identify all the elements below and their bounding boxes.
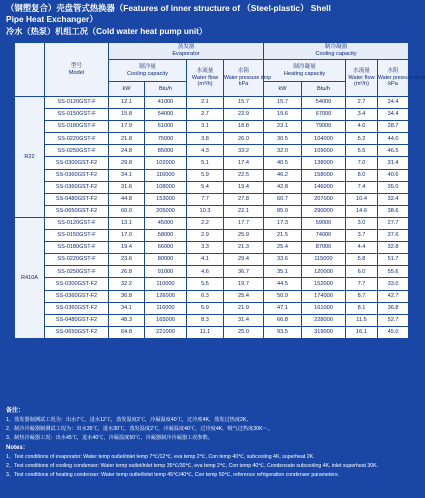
cell-e-flow: 4.1 [187,254,224,266]
notes-heading-en: Notes： [6,444,29,451]
cell-e-btu: 75000 [145,133,187,145]
cell-e-kpa: 36.7 [224,266,264,278]
cell-e-btu: 54000 [145,109,187,121]
cell-e-kpa: 17.4 [224,157,264,169]
table-row [15,109,409,121]
cell-model: SS-0120GST-F [45,97,109,109]
cell-c-kpa: 46.5 [378,145,409,157]
cell-model: SS-0360GST-F2 [45,169,109,181]
header-evap-water-flow: 水流量 Water flow (m³/h) [187,60,224,97]
cell-c-kw: 33.6 [264,254,302,266]
cell-c-btu: 115000 [302,254,346,266]
note-en-3: 3、Test conditions of heating condenser: Water temp outlet/inlet temp 45℃/40℃, Con temp 50℃, reference refrigeration condenser parameters. [6,472,340,479]
note-cn-2: 2、制冷冷凝器制测试工况为：出水35℃，进水30℃，蒸发温度2℃，冷凝温度40℃，过冷度4K，吸气过热度30K～。 [6,426,273,433]
cell-model: SS-0480GST-F2 [45,314,109,326]
cell-e-kw: 12.1 [109,97,145,109]
cell-c-btu: 146000 [302,181,346,193]
cell-e-flow: 10.3 [187,205,224,217]
cell-c-flow: 8.1 [346,302,378,314]
cell-e-kpa: 19.4 [224,181,264,193]
cell-e-kw: 13.1 [109,217,145,229]
cell-c-kw: 42.8 [264,181,302,193]
cell-e-flow: 2.9 [187,230,224,242]
cell-e-btu: 165000 [145,314,187,326]
cell-e-kw: 34.1 [109,169,145,181]
cell-e-btu: 45000 [145,217,187,229]
cell-c-flow: 3.0 [346,217,378,229]
note-cn-1: 1、蒸发器制测试工况为：出水7℃，进水12℃，蒸发温度2℃，冷凝温度40℃，过冷度4K，蒸发过热度2K。 [6,417,252,423]
cell-model: SS-0150GST-F [45,109,109,121]
cell-e-kpa: 18.8 [224,121,264,133]
cell-e-flow: 2.7 [187,109,224,121]
table-row [15,302,409,314]
cell-e-btu: 108000 [145,181,187,193]
cell-model: SS-0220GST-F [45,133,109,145]
table-row [15,157,409,169]
cell-c-kw: 15.7 [264,97,302,109]
cell-model: SS-0480GST-F2 [45,193,109,205]
cell-c-kw: 35.1 [264,266,302,278]
cell-e-kw: 60.0 [109,205,145,217]
cell-model: SS-0650GST-F2 [45,326,109,338]
cell-c-kw: 40.5 [264,157,302,169]
cell-e-kw: 19.4 [109,242,145,254]
header-condenser: 制冷凝器 Cooling capacity [264,43,409,60]
cell-c-flow: 6.0 [346,266,378,278]
cell-c-btu: 174000 [302,290,346,302]
cell-c-kpa: 34.4 [378,109,409,121]
cell-c-kpa: 32.4 [378,193,409,205]
header-model: 型号 Model [45,43,109,97]
table-row [15,242,409,254]
cell-c-btu: 67000 [302,109,346,121]
cell-e-btu: 41000 [145,97,187,109]
cell-c-kw: 25.4 [264,242,302,254]
cell-e-flow: 8.3 [187,314,224,326]
cell-e-kpa: 31.4 [224,314,264,326]
cell-c-btu: 152000 [302,278,346,290]
cell-e-btu: 116000 [145,302,187,314]
cell-e-kw: 64.8 [109,326,145,338]
cell-c-flow: 11.5 [346,314,378,326]
cell-model: SS-0650GST-F2 [45,205,109,217]
cell-e-flow: 5.5 [187,278,224,290]
cell-e-kpa: 21.3 [224,242,264,254]
cell-c-kw: 21.5 [264,230,302,242]
cell-c-kpa: 42.7 [378,290,409,302]
cell-c-kw: 23.1 [264,121,302,133]
cell-e-flow: 4.3 [187,145,224,157]
header-cond-kw: kW [264,82,302,97]
cell-c-kw: 47.1 [264,302,302,314]
table-row [15,97,409,109]
cell-e-btu: 110000 [145,278,187,290]
cell-c-flow: 8.0 [346,169,378,181]
cell-c-kw: 30.5 [264,133,302,145]
cell-e-kpa: 29.4 [224,254,264,266]
cell-c-flow: 14.6 [346,205,378,217]
cell-e-kw: 26.8 [109,266,145,278]
cell-c-kw: 50.9 [264,290,302,302]
cell-e-flow: 3.3 [187,242,224,254]
cell-c-flow: 4.0 [346,121,378,133]
cell-model: SS-0180GST-F [45,242,109,254]
cell-e-btu: 61000 [145,121,187,133]
cell-c-flow: 5.8 [346,254,378,266]
cell-c-kpa: 36.8 [378,302,409,314]
cell-model: SS-0250GST-F [45,145,109,157]
cell-c-flow: 3.4 [346,109,378,121]
subtitle: 冷水（热泵）机组工况（Cold water heat pump unit） [6,27,208,36]
cell-e-kw: 32.2 [109,278,145,290]
cell-e-kw: 17.9 [109,121,145,133]
cell-e-kpa: 22.1 [224,205,264,217]
cell-c-kpa: 44.0 [378,133,409,145]
cell-c-kpa: 31.4 [378,157,409,169]
header-cond-pressure-drop: 水阻 Water pressure drop kPa [378,60,409,97]
cell-c-flow: 2.7 [346,97,378,109]
cell-e-flow: 11.1 [187,326,224,338]
refrigerant-label: R410A [15,217,45,338]
cell-c-btu: 161000 [302,302,346,314]
cell-model: SS-0220GST-F [45,254,109,266]
table-row [15,314,409,326]
spec-table [14,42,425,339]
cell-e-flow: 2.1 [187,97,224,109]
header-blank [15,43,45,97]
note-en-2: 2、Test conditions of cooling condenser: Water temp outlet/inlet temp 35℃/30℃, eva temp 2℃, Con temp 40℃, Condensate subcooling 4K, inlet superheat 30K. [6,462,379,469]
cell-c-btu: 290000 [302,205,346,217]
cell-e-btu: 153000 [145,193,187,205]
cell-c-kpa: 28.7 [378,121,409,133]
cell-e-flow: 6.3 [187,290,224,302]
cell-c-kpa: 52.7 [378,314,409,326]
cell-c-kpa: 27.7 [378,217,409,229]
cell-e-kw: 36.8 [109,290,145,302]
header-evap-btu: Btu/h [145,82,187,97]
table-row [15,145,409,157]
cell-c-btu: 158000 [302,169,346,181]
cell-e-kw: 29.8 [109,157,145,169]
cell-c-kpa: 32.8 [378,242,409,254]
cell-c-kpa: 40.6 [378,169,409,181]
table-row [15,193,409,205]
header-evaporator: 蒸发器 Evaporator [109,43,264,60]
cell-c-btu: 104000 [302,133,346,145]
table-row [15,205,409,217]
cell-e-kw: 24.8 [109,145,145,157]
cell-model: SS-0120GST-F [45,217,109,229]
cell-model: SS-0360GST-F2 [45,290,109,302]
cell-c-kw: 17.3 [264,217,302,229]
cell-c-flow: 7.4 [346,181,378,193]
note-cn-3: 3、制热冷凝器工况：出水45℃，进水40℃，冷凝温度50℃，冷凝器制冷冷凝器工况参数。 [6,435,213,442]
cell-model: SS-0300GST-F2 [45,157,109,169]
cell-e-kw: 44.8 [109,193,145,205]
cell-e-btu: 102000 [145,157,187,169]
cell-e-kw: 21.8 [109,133,145,145]
cell-e-kpa: 17.7 [224,217,264,229]
table-row [15,217,409,229]
cell-c-btu: 74000 [302,230,346,242]
cell-e-flow: 3.1 [187,121,224,133]
cell-model: SS-0180GST-F [45,121,109,133]
header-evap-pressure-drop: 水阻 Water pressure drop kPa [224,60,264,97]
table-row [15,278,409,290]
cell-c-flow: 10.4 [346,193,378,205]
table-row [15,181,409,193]
cell-e-kpa: 26.0 [224,133,264,145]
cell-e-kpa: 25.9 [224,230,264,242]
cell-model: SS-0150GST-F [45,230,109,242]
cell-e-flow: 5.4 [187,181,224,193]
cell-c-flow: 8.7 [346,290,378,302]
header-cond-btu: Btu/h [302,82,346,97]
cell-c-flow: 16.1 [346,326,378,338]
cell-e-kpa: 25.0 [224,326,264,338]
table-row [15,266,409,278]
table-row [15,133,409,145]
cell-c-btu: 59000 [302,217,346,229]
cell-e-kw: 17.0 [109,230,145,242]
cell-c-kw: 19.6 [264,109,302,121]
cell-e-btu: 58000 [145,230,187,242]
cell-model: SS-0250GST-F [45,266,109,278]
cell-c-flow: 7.0 [346,157,378,169]
cell-c-kw: 93.5 [264,326,302,338]
cell-e-btu: 91000 [145,266,187,278]
cell-e-kw: 48.3 [109,314,145,326]
header-evap-cooling-capacity: 制冷量 Cooling capacity [109,60,187,82]
cell-e-flow: 5.1 [187,157,224,169]
cell-e-kpa: 22.9 [224,109,264,121]
cell-e-kpa: 19.7 [224,278,264,290]
cell-e-btu: 126000 [145,290,187,302]
cell-e-kpa: 22.5 [224,169,264,181]
cell-model: SS-0360GST-F2 [45,181,109,193]
cell-e-btu: 85000 [145,145,187,157]
cell-c-kpa: 51.7 [378,254,409,266]
cell-c-btu: 228000 [302,314,346,326]
notes-heading-cn: 备注： [6,408,25,414]
table-row [15,230,409,242]
cell-c-kw: 85.0 [264,205,302,217]
cell-c-kw: 32.0 [264,145,302,157]
cell-e-flow: 5.9 [187,302,224,314]
cell-c-flow: 4.4 [346,242,378,254]
title-line-1: （钢塑复合）壳盘管式热换器（Features of inner structure of （Steel-plastic） Shell [6,3,331,13]
cell-e-kpa: 21.9 [224,302,264,314]
cell-c-kpa: 55.6 [378,266,409,278]
cell-e-kw: 23.6 [109,254,145,266]
header-cond-water-flow: 水流量 Water flow (m³/h) [346,60,378,97]
cell-e-flow: 3.8 [187,133,224,145]
table-row [15,290,409,302]
cell-c-kpa: 45.0 [378,326,409,338]
table-row [15,254,409,266]
cell-c-btu: 319000 [302,326,346,338]
cell-c-kw: 44.5 [264,278,302,290]
cell-c-kpa: 35.0 [378,181,409,193]
cell-c-kpa: 24.4 [378,97,409,109]
notes-section [6,407,414,480]
cell-e-kpa: 33.2 [224,145,264,157]
cell-c-btu: 109000 [302,145,346,157]
cell-c-btu: 87000 [302,242,346,254]
cell-c-kw: 46.2 [264,169,302,181]
cell-e-btu: 205000 [145,205,187,217]
cell-c-btu: 79000 [302,121,346,133]
cell-e-btu: 116000 [145,169,187,181]
cell-c-kw: 60.7 [264,193,302,205]
cell-e-kw: 34.1 [109,302,145,314]
cell-c-flow: 5.5 [346,145,378,157]
cell-c-flow: 7.7 [346,278,378,290]
header-cond-heating-capacity: 制冷凝量 Heating capacity [264,60,346,82]
note-en-1: 1、Test conditions of evaporator: Water temp outlet/inlet temp 7℃/12℃, eva temp 2℃, Con temp 40℃, subcooling 4K, superheat 2K. [6,453,315,460]
spec-table-body [15,97,409,339]
cell-e-btu: 221000 [145,326,187,338]
refrigerant-label: R22 [15,97,45,218]
cell-c-kpa: 33.0 [378,278,409,290]
cell-e-btu: 80000 [145,254,187,266]
title-line-2: Pipe Heat Exchanger） [6,14,98,24]
cell-e-btu: 66000 [145,242,187,254]
table-row [15,169,409,181]
cell-e-kw: 31.6 [109,181,145,193]
cell-e-flow: 2.2 [187,217,224,229]
cell-c-flow: 5.2 [346,133,378,145]
cell-c-kpa: 38.6 [378,205,409,217]
cell-e-kw: 15.8 [109,109,145,121]
cell-e-kpa: 27.8 [224,193,264,205]
cell-c-kw: 66.8 [264,314,302,326]
cell-c-kpa: 37.6 [378,230,409,242]
document-header [6,3,414,37]
cell-c-btu: 207000 [302,193,346,205]
cell-e-kpa: 25.4 [224,290,264,302]
cell-e-flow: 5.9 [187,169,224,181]
table-row [15,121,409,133]
cell-e-flow: 4.6 [187,266,224,278]
cell-c-btu: 120000 [302,266,346,278]
table-row [15,326,409,338]
cell-c-btu: 138000 [302,157,346,169]
cell-c-btu: 54000 [302,97,346,109]
cell-e-flow: 7.7 [187,193,224,205]
cell-c-flow: 3.7 [346,230,378,242]
cell-e-kpa: 15.7 [224,97,264,109]
cell-model: SS-0300GST-F2 [45,278,109,290]
cell-model: SS-0360GST-F2 [45,302,109,314]
header-evap-kw: kW [109,82,145,97]
